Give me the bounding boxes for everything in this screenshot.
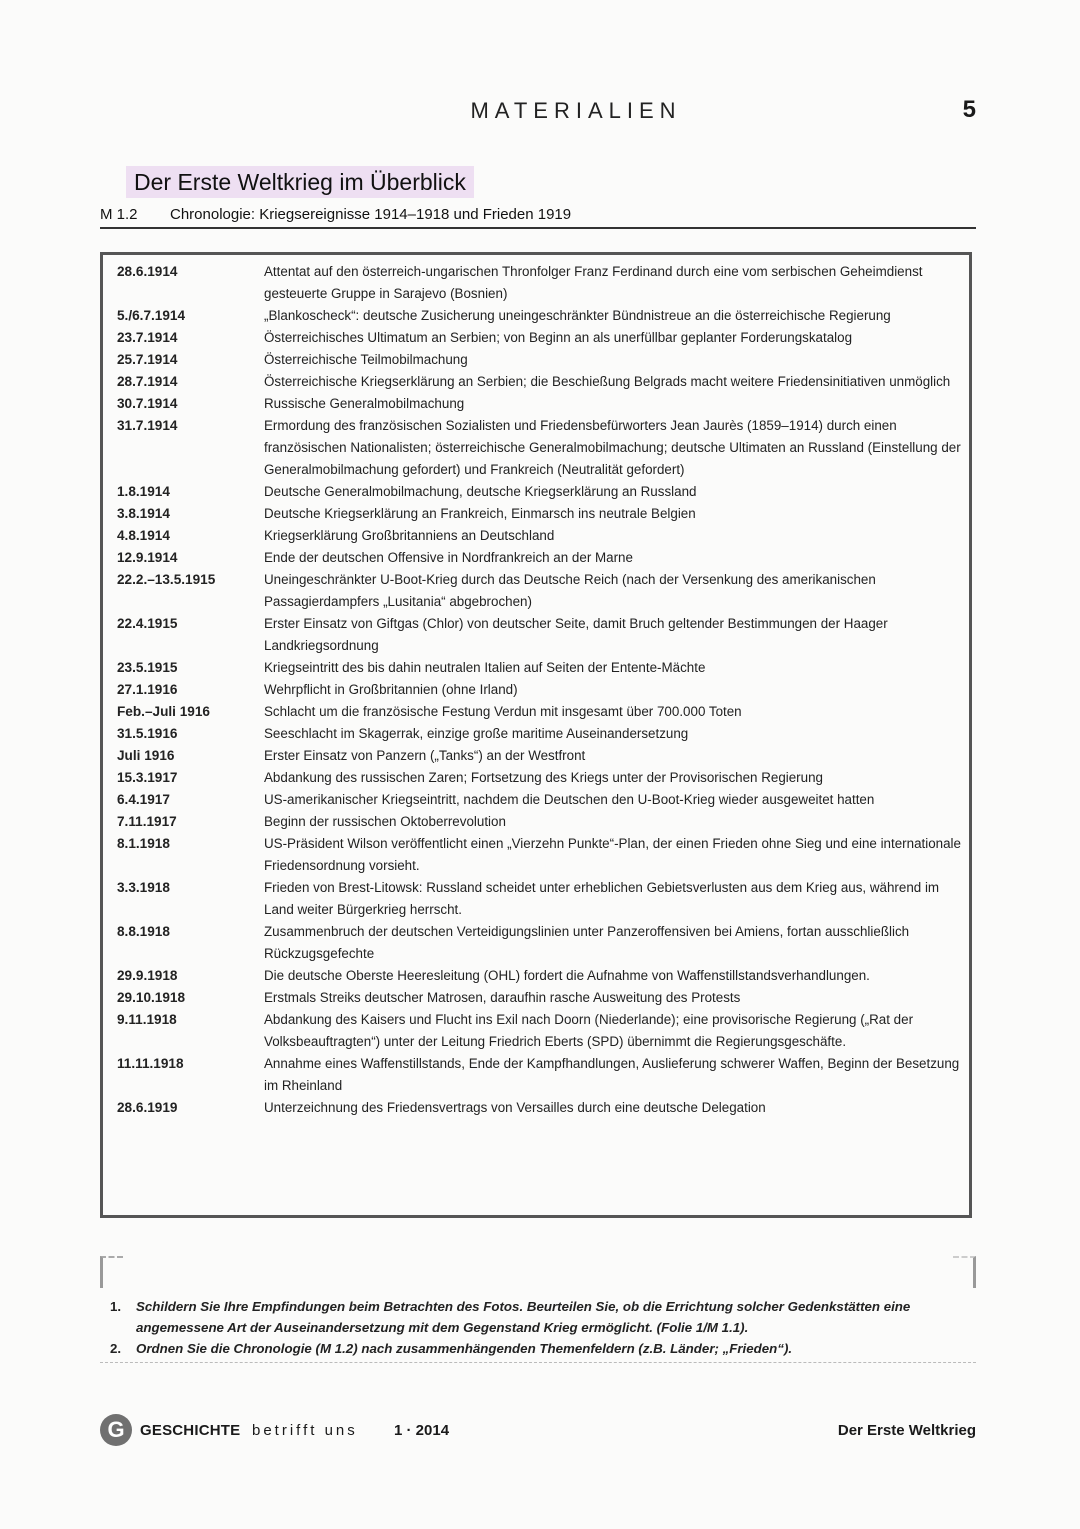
chronology-row bbox=[117, 789, 963, 811]
chronology-row bbox=[117, 327, 963, 349]
chronology-row bbox=[117, 525, 963, 547]
chronology-row bbox=[117, 811, 963, 833]
material-title: Chronologie: Kriegsereignisse 1914–1918 und Frieden 1919 bbox=[170, 206, 572, 223]
chronology-row bbox=[117, 921, 963, 965]
chronology-row bbox=[117, 393, 963, 415]
chronology-event: Ende der deutschen Offensive in Nordfrankreich an der Marne bbox=[264, 550, 633, 565]
chronology-event: Erstmals Streiks deutscher Matrosen, daraufhin rasche Ausweitung des Protests bbox=[264, 990, 741, 1005]
chronology-event: Deutsche Generalmobilmachung, deutsche Kriegserklärung an Russland bbox=[264, 484, 697, 499]
chronology-event: Österreichisches Ultimatum an Serbien; von Beginn an als unerfüllbar geplanter Forderungskatalog bbox=[264, 330, 853, 345]
chronology-event: Beginn der russischen Oktoberrevolution bbox=[264, 814, 506, 829]
chronology-date: 29.9.1918 bbox=[117, 968, 178, 983]
chronology-date: 6.4.1917 bbox=[117, 792, 170, 807]
chronology-date: 30.7.1914 bbox=[117, 396, 178, 411]
chronology-date: 29.10.1918 bbox=[117, 990, 186, 1005]
chronology-event: Schlacht um die französische Festung Verdun mit insgesamt über 700.000 Toten bbox=[264, 704, 742, 719]
page-header bbox=[0, 98, 1080, 128]
tasks-divider bbox=[100, 1362, 976, 1363]
chronology-event: Abdankung des russischen Zaren; Fortsetzung des Kriegs unter der Provisorischen Regierung bbox=[264, 770, 823, 785]
chronology-event: Frieden von Brest-Litowsk: Russland scheidet unter erheblichen Gebietsverlusten aus dem Krieg aus, während im Land weiter Bürgerkrieg herrscht. bbox=[264, 880, 940, 917]
material-number: M 1.2 bbox=[100, 206, 138, 223]
chronology-event: Seeschlacht im Skagerrak, einzige große maritime Auseinandersetzung bbox=[264, 726, 689, 741]
chronology-row bbox=[117, 1097, 963, 1119]
chronology-event: Die deutsche Oberste Heeresleitung (OHL) fordert die Aufnahme von Waffenstillstandsverhandlungen. bbox=[264, 968, 870, 983]
material-heading bbox=[100, 206, 976, 229]
chronology-row bbox=[117, 701, 963, 723]
chronology-event: Abdankung des Kaisers und Flucht ins Exil nach Doorn (Niederlande); eine provisorische Regierung („Rat der Volksbeauftragten“) unter der Leitung Friedrich Eberts (SPD) übernimmt die Regierungsgeschäfte. bbox=[264, 1012, 914, 1049]
chronology-event: US-Präsident Wilson veröffentlicht einen „Vierzehn Punkte“-Plan, der einen Frieden ohne Sieg und eine internationale Friedensordnung vorsieht. bbox=[264, 836, 961, 873]
chronology-row bbox=[117, 613, 963, 657]
chronology-date: 31.5.1916 bbox=[117, 726, 178, 741]
tasks-box-corner-left bbox=[100, 1256, 123, 1288]
chronology-row bbox=[117, 833, 963, 877]
chronology-row bbox=[117, 877, 963, 921]
chronology-date: 8.8.1918 bbox=[117, 924, 170, 939]
chronology-date: 22.4.1915 bbox=[117, 616, 178, 631]
chronology-date: 5./6.7.1914 bbox=[117, 308, 186, 323]
page-number: 5 bbox=[962, 96, 976, 123]
chronology-date: 9.11.1918 bbox=[117, 1012, 177, 1027]
chronology-date: 25.7.1914 bbox=[117, 352, 178, 367]
chronology-date: 7.11.1917 bbox=[117, 814, 177, 829]
chronology-row bbox=[117, 305, 963, 327]
chronology-row bbox=[117, 657, 963, 679]
chronology-row bbox=[117, 569, 963, 613]
footer-issue: 1 · 2014 bbox=[394, 1422, 450, 1439]
chronology-date: 15.3.1917 bbox=[117, 770, 178, 785]
chronology-row bbox=[117, 481, 963, 503]
chronology-event: Unterzeichnung des Friedensvertrags von Versailles durch eine deutsche Delegation bbox=[264, 1100, 766, 1115]
chronology-event: Kriegseintritt des bis dahin neutralen Italien auf Seiten der Entente-Mächte bbox=[264, 660, 706, 675]
chronology-event: Erster Einsatz von Giftgas (Chlor) von deutscher Seite, damit Bruch geltender Bestimmungen der Haager Landkriegsordnung bbox=[264, 616, 888, 653]
chronology-date: 23.5.1915 bbox=[117, 660, 178, 675]
footer-topic: Der Erste Weltkrieg bbox=[837, 1422, 976, 1439]
chronology-event: Zusammenbruch der deutschen Verteidigungslinien unter Panzeroffensiven bei Amiens, fortan ausschließlich Rückzugsgefechte bbox=[264, 924, 910, 961]
chronology-date: 28.7.1914 bbox=[117, 374, 178, 389]
chronology-table bbox=[100, 252, 972, 1218]
chronology-date: 31.7.1914 bbox=[117, 418, 178, 433]
chronology-event: Ermordung des französischen Sozialisten und Friedensbefürworters Jean Jaurès (1859–1914) durch einen französischen Nationalisten; österreichische Generalmobilmachung; deutsche Ultimaten an Russland (Einstellung der Generalmobilmachung gefordert) und Frankreich (Neutralität gefordert) bbox=[264, 418, 961, 477]
chronology-event: Deutsche Kriegserklärung an Frankreich, Einmarsch ins neutrale Belgien bbox=[264, 506, 696, 521]
task-text: Schildern Sie Ihre Empfindungen beim Betrachten des Fotos. Beurteilen Sie, ob die Errichtung solcher Gedenkstätten eine angemessene Art der Auseinandersetzung mit dem Gegenstand Krieg ermöglicht. (Folie 1/M 1.1). bbox=[136, 1299, 911, 1335]
chronology-row bbox=[117, 349, 963, 371]
chronology-event: Annahme eines Waffenstillstands, Ende der Kampfhandlungen, Auslieferung schwerer Waffen, Beginn der Besetzung im Rheinland bbox=[264, 1056, 960, 1093]
chronology-date: Feb.–Juli 1916 bbox=[117, 704, 210, 719]
brand-logo-icon: G bbox=[100, 1414, 132, 1446]
chronology-date: 11.11.1918 bbox=[117, 1056, 184, 1071]
chronology-event: Russische Generalmobilmachung bbox=[264, 396, 465, 411]
chronology-date: 27.1.1916 bbox=[117, 682, 178, 697]
chronology-event: Wehrpflicht in Großbritannien (ohne Irland) bbox=[264, 682, 518, 697]
page-footer bbox=[100, 1414, 976, 1450]
chronology-row bbox=[117, 965, 963, 987]
chronology-event: US-amerikanischer Kriegseintritt, nachdem die Deutschen den U-Boot-Krieg wieder ausgeweitet hatten bbox=[264, 792, 875, 807]
chronology-event: „Blankoscheck“: deutsche Zusicherung uneingeschränkter Bündnistreue an die österreichische Regierung bbox=[264, 308, 891, 323]
task-item bbox=[110, 1296, 956, 1338]
chronology-row bbox=[117, 679, 963, 701]
chronology-row bbox=[117, 261, 963, 305]
section-title: Der Erste Weltkrieg im Überblick bbox=[126, 166, 474, 198]
footer-subtitle: betrifft uns bbox=[252, 1422, 358, 1439]
task-item bbox=[110, 1338, 956, 1359]
task-number: 1. bbox=[110, 1299, 122, 1314]
chronology-event: Kriegserklärung Großbritanniens an Deutschland bbox=[264, 528, 555, 543]
chronology-date: 23.7.1914 bbox=[117, 330, 178, 345]
chronology-event: Österreichische Teilmobilmachung bbox=[264, 352, 468, 367]
tasks-box-corner-right bbox=[953, 1256, 976, 1288]
chronology-event: Österreichische Kriegserklärung an Serbien; die Beschießung Belgrads macht weitere Friedensinitiativen unmöglich bbox=[264, 374, 951, 389]
chronology-row bbox=[117, 415, 963, 481]
task-number: 2. bbox=[110, 1341, 122, 1356]
chronology-date: 1.8.1914 bbox=[117, 484, 170, 499]
chronology-row bbox=[117, 745, 963, 767]
chronology-date: 28.6.1914 bbox=[117, 264, 178, 279]
chronology-date: 3.8.1914 bbox=[117, 506, 170, 521]
chronology-row bbox=[117, 503, 963, 525]
chronology-row bbox=[117, 371, 963, 393]
chronology-date: 4.8.1914 bbox=[117, 528, 170, 543]
chronology-row bbox=[117, 547, 963, 569]
chronology-row bbox=[117, 987, 963, 1009]
footer-brand: GESCHICHTE bbox=[140, 1422, 241, 1439]
chronology-row bbox=[117, 767, 963, 789]
chronology-date: Juli 1916 bbox=[117, 748, 175, 763]
tasks-list bbox=[110, 1296, 956, 1359]
chronology-row bbox=[117, 1009, 963, 1053]
chronology-date: 22.2.–13.5.1915 bbox=[117, 572, 216, 587]
task-text: Ordnen Sie die Chronologie (M 1.2) nach zusammenhängenden Themenfeldern (z.B. Länder; „Frieden“). bbox=[136, 1341, 793, 1356]
chronology-event: Uneingeschränkter U-Boot-Krieg durch das Deutsche Reich (nach der Versenkung des amerikanischen Passagierdampfers „Lusitania“ abgebrochen) bbox=[264, 572, 876, 609]
chronology-date: 28.6.1919 bbox=[117, 1100, 178, 1115]
chronology-date: 3.3.1918 bbox=[117, 880, 170, 895]
chronology-row bbox=[117, 1053, 963, 1097]
chronology-date: 12.9.1914 bbox=[117, 550, 178, 565]
chronology-event: Erster Einsatz von Panzern („Tanks“) an der Westfront bbox=[264, 748, 586, 763]
header-title: MATERIALIEN bbox=[470, 98, 682, 123]
tasks-box bbox=[100, 1256, 976, 1364]
chronology-event: Attentat auf den österreich-ungarischen Thronfolger Franz Ferdinand durch eine vom serbischen Geheimdienst gesteuerte Gruppe in Sarajevo (Bosnien) bbox=[264, 264, 923, 301]
chronology-row bbox=[117, 723, 963, 745]
chronology-date: 8.1.1918 bbox=[117, 836, 170, 851]
